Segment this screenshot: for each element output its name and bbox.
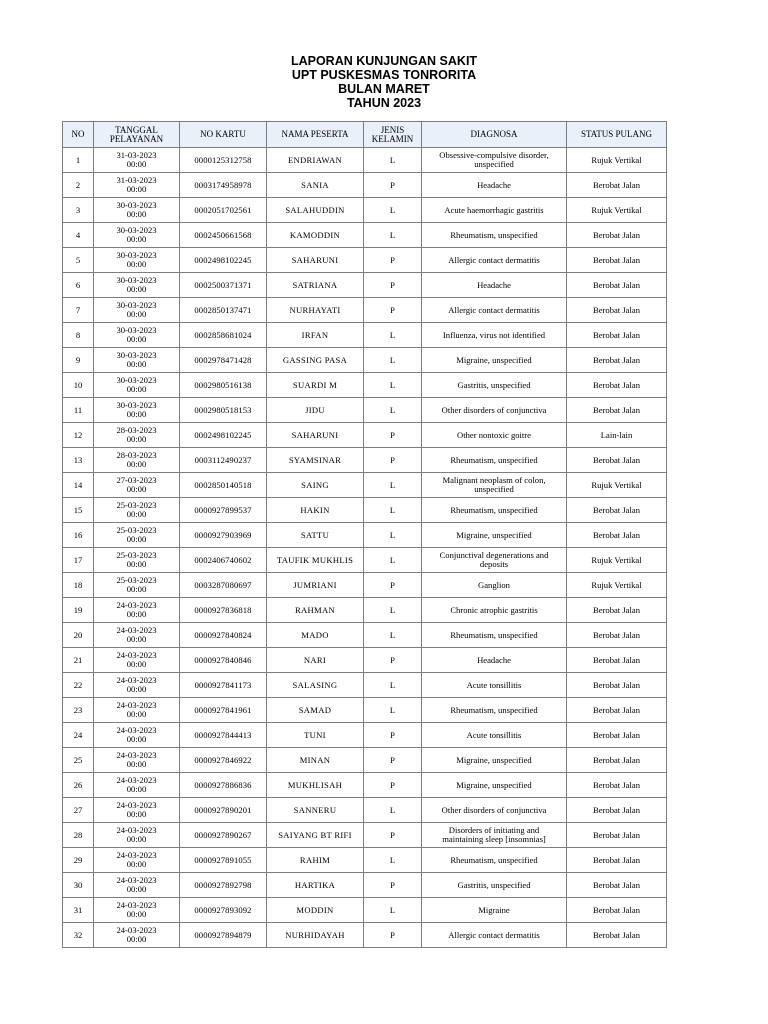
row-jenis-kelamin: P — [364, 248, 422, 273]
row-diagnosa: Rheumatism, unspecified — [422, 848, 567, 873]
row-jenis-kelamin: L — [364, 323, 422, 348]
row-diagnosa: Gastritis, unspecified — [422, 373, 567, 398]
row-tanggal: 30-03-2023 00:00 — [94, 248, 180, 273]
row-jenis-kelamin: L — [364, 548, 422, 573]
table-row — [63, 448, 667, 473]
table-row — [63, 223, 667, 248]
row-nama: TUNI — [267, 723, 364, 748]
row-no: 2 — [63, 173, 94, 198]
row-no: 29 — [63, 848, 94, 873]
row-jenis-kelamin: L — [364, 498, 422, 523]
table-row — [63, 898, 667, 923]
row-tanggal: 24-03-2023 00:00 — [94, 773, 180, 798]
row-tanggal: 24-03-2023 00:00 — [94, 873, 180, 898]
row-no-kartu: 0002980518153 — [180, 398, 267, 423]
table-row — [63, 198, 667, 223]
row-no-kartu: 0000927840824 — [180, 623, 267, 648]
row-tanggal: 24-03-2023 00:00 — [94, 923, 180, 948]
row-jenis-kelamin: L — [364, 148, 422, 173]
table-row — [63, 498, 667, 523]
header-no: NO — [63, 122, 94, 148]
row-nama: JIDU — [267, 398, 364, 423]
row-diagnosa: Headache — [422, 173, 567, 198]
visit-report-table — [62, 121, 667, 948]
row-diagnosa: Rheumatism, unspecified — [422, 498, 567, 523]
row-status: Rujuk Vertikal — [567, 198, 667, 223]
row-no: 7 — [63, 298, 94, 323]
row-status: Berobat Jalan — [567, 223, 667, 248]
row-jenis-kelamin: P — [364, 173, 422, 198]
row-no-kartu: 0002498102245 — [180, 248, 267, 273]
row-nama: SYAMSINAR — [267, 448, 364, 473]
row-status: Berobat Jalan — [567, 923, 667, 948]
row-status: Berobat Jalan — [567, 698, 667, 723]
row-status: Berobat Jalan — [567, 673, 667, 698]
row-tanggal: 27-03-2023 00:00 — [94, 473, 180, 498]
row-no-kartu: 0002980516138 — [180, 373, 267, 398]
row-no: 12 — [63, 423, 94, 448]
header-no-kartu: NO KARTU — [180, 122, 267, 148]
row-nama: SANIA — [267, 173, 364, 198]
row-nama: ENDRIAWAN — [267, 148, 364, 173]
title-line-4: TAHUN 2023 — [346, 96, 422, 110]
table-row — [63, 623, 667, 648]
table-row — [63, 473, 667, 498]
table-row — [63, 148, 667, 173]
row-nama: NARI — [267, 648, 364, 673]
row-jenis-kelamin: P — [364, 273, 422, 298]
table-row — [63, 423, 667, 448]
header-diagnosa: DIAGNOSA — [422, 122, 567, 148]
row-no-kartu: 0003287080697 — [180, 573, 267, 598]
row-no: 28 — [63, 823, 94, 848]
row-jenis-kelamin: P — [364, 873, 422, 898]
row-status: Berobat Jalan — [567, 723, 667, 748]
row-diagnosa: Disorders of initiating and maintaining sleep [insomnias] — [422, 823, 567, 848]
row-status: Berobat Jalan — [567, 773, 667, 798]
row-nama: MINAN — [267, 748, 364, 773]
row-no-kartu: 0002850140518 — [180, 473, 267, 498]
row-no-kartu: 0000927846922 — [180, 748, 267, 773]
row-no: 14 — [63, 473, 94, 498]
row-no: 16 — [63, 523, 94, 548]
table-row — [63, 823, 667, 848]
row-nama: NURHIDAYAH — [267, 923, 364, 948]
row-tanggal: 24-03-2023 00:00 — [94, 598, 180, 623]
row-status: Berobat Jalan — [567, 373, 667, 398]
row-jenis-kelamin: L — [364, 348, 422, 373]
table-row — [63, 923, 667, 948]
row-status: Berobat Jalan — [567, 523, 667, 548]
table-row — [63, 323, 667, 348]
row-nama: MUKHLISAH — [267, 773, 364, 798]
row-no: 22 — [63, 673, 94, 698]
row-no: 5 — [63, 248, 94, 273]
table-row — [63, 848, 667, 873]
row-diagnosa: Rheumatism, unspecified — [422, 223, 567, 248]
row-jenis-kelamin: L — [364, 223, 422, 248]
row-no-kartu: 0002051702561 — [180, 198, 267, 223]
row-tanggal: 25-03-2023 00:00 — [94, 523, 180, 548]
row-status: Berobat Jalan — [567, 273, 667, 298]
row-no: 6 — [63, 273, 94, 298]
table-row — [63, 298, 667, 323]
row-nama: TAUFIK MUKHLIS — [267, 548, 364, 573]
row-jenis-kelamin: L — [364, 398, 422, 423]
row-nama: MADO — [267, 623, 364, 648]
row-diagnosa: Other disorders of conjunctiva — [422, 798, 567, 823]
table-row — [63, 673, 667, 698]
row-jenis-kelamin: L — [364, 673, 422, 698]
row-status: Rujuk Vertikal — [567, 473, 667, 498]
row-status: Berobat Jalan — [567, 848, 667, 873]
row-diagnosa: Migraine, unspecified — [422, 348, 567, 373]
row-nama: MODDIN — [267, 898, 364, 923]
row-no-kartu: 0003112490237 — [180, 448, 267, 473]
row-diagnosa: Allergic contact dermatitis — [422, 248, 567, 273]
row-nama: SAING — [267, 473, 364, 498]
row-diagnosa: Chronic atrophic gastritis — [422, 598, 567, 623]
row-diagnosa: Influenza, virus not identified — [422, 323, 567, 348]
row-diagnosa: Allergic contact dermatitis — [422, 298, 567, 323]
row-no-kartu: 0000927840846 — [180, 648, 267, 673]
row-status: Berobat Jalan — [567, 348, 667, 373]
row-no-kartu: 0002500371371 — [180, 273, 267, 298]
row-no: 30 — [63, 873, 94, 898]
table-row — [63, 748, 667, 773]
row-jenis-kelamin: P — [364, 298, 422, 323]
row-nama: SAIYANG BT RIFI — [267, 823, 364, 848]
row-jenis-kelamin: L — [364, 198, 422, 223]
table-row — [63, 598, 667, 623]
row-no: 24 — [63, 723, 94, 748]
row-tanggal: 25-03-2023 00:00 — [94, 548, 180, 573]
title-line-1: LAPORAN KUNJUNGAN SAKIT — [290, 54, 478, 68]
row-no-kartu: 0002978471428 — [180, 348, 267, 373]
table-row — [63, 573, 667, 598]
row-diagnosa: Migraine, unspecified — [422, 773, 567, 798]
row-nama: NURHAYATI — [267, 298, 364, 323]
row-jenis-kelamin: L — [364, 698, 422, 723]
row-no: 15 — [63, 498, 94, 523]
row-tanggal: 30-03-2023 00:00 — [94, 348, 180, 373]
row-nama: SAHARUNI — [267, 423, 364, 448]
row-tanggal: 30-03-2023 00:00 — [94, 273, 180, 298]
row-no-kartu: 0000927894879 — [180, 923, 267, 948]
row-jenis-kelamin: P — [364, 448, 422, 473]
row-nama: SATRIANA — [267, 273, 364, 298]
title-line-3: BULAN MARET — [338, 82, 430, 96]
row-diagnosa: Rheumatism, unspecified — [422, 448, 567, 473]
row-jenis-kelamin: L — [364, 598, 422, 623]
header-jenis-kelamin: JENIS KELAMIN — [364, 122, 422, 148]
row-no: 26 — [63, 773, 94, 798]
row-diagnosa: Other nontoxic goitre — [422, 423, 567, 448]
row-status: Berobat Jalan — [567, 248, 667, 273]
row-status: Berobat Jalan — [567, 598, 667, 623]
table-row — [63, 873, 667, 898]
row-no: 13 — [63, 448, 94, 473]
row-no: 23 — [63, 698, 94, 723]
row-no-kartu: 0000927893092 — [180, 898, 267, 923]
row-no: 20 — [63, 623, 94, 648]
row-jenis-kelamin: L — [364, 848, 422, 873]
row-diagnosa: Migraine — [422, 898, 567, 923]
row-diagnosa: Acute tonsillitis — [422, 723, 567, 748]
row-tanggal: 30-03-2023 00:00 — [94, 198, 180, 223]
row-nama: SALASING — [267, 673, 364, 698]
row-no-kartu: 0002850137471 — [180, 298, 267, 323]
row-no-kartu: 0002450661568 — [180, 223, 267, 248]
row-no: 1 — [63, 148, 94, 173]
row-tanggal: 24-03-2023 00:00 — [94, 848, 180, 873]
row-nama: GASSING PASA — [267, 348, 364, 373]
row-status: Berobat Jalan — [567, 798, 667, 823]
row-no-kartu: 0000927890267 — [180, 823, 267, 848]
title-line-2: UPT PUSKESMAS TONRORITA — [291, 68, 477, 82]
row-status: Berobat Jalan — [567, 648, 667, 673]
row-diagnosa: Other disorders of conjunctiva — [422, 398, 567, 423]
row-jenis-kelamin: P — [364, 648, 422, 673]
row-no-kartu: 0002858681024 — [180, 323, 267, 348]
row-status: Berobat Jalan — [567, 298, 667, 323]
row-diagnosa: Migraine, unspecified — [422, 523, 567, 548]
table-row — [63, 648, 667, 673]
row-tanggal: 30-03-2023 00:00 — [94, 398, 180, 423]
row-no: 18 — [63, 573, 94, 598]
table-row — [63, 698, 667, 723]
row-tanggal: 30-03-2023 00:00 — [94, 298, 180, 323]
row-status: Berobat Jalan — [567, 323, 667, 348]
row-no-kartu: 0000927903969 — [180, 523, 267, 548]
report-title — [0, 54, 768, 110]
row-nama: SALAHUDDIN — [267, 198, 364, 223]
row-tanggal: 24-03-2023 00:00 — [94, 798, 180, 823]
row-nama: SATTU — [267, 523, 364, 548]
row-tanggal: 28-03-2023 00:00 — [94, 448, 180, 473]
row-tanggal: 24-03-2023 00:00 — [94, 723, 180, 748]
row-no-kartu: 0003174958978 — [180, 173, 267, 198]
row-jenis-kelamin: L — [364, 798, 422, 823]
row-diagnosa: Allergic contact dermatitis — [422, 923, 567, 948]
row-nama: RAHIM — [267, 848, 364, 873]
table-row — [63, 773, 667, 798]
row-status: Berobat Jalan — [567, 823, 667, 848]
row-status: Rujuk Vertikal — [567, 548, 667, 573]
header-nama-peserta: NAMA PESERTA — [267, 122, 364, 148]
header-status-pulang: STATUS PULANG — [567, 122, 667, 148]
row-jenis-kelamin: P — [364, 773, 422, 798]
row-tanggal: 25-03-2023 00:00 — [94, 498, 180, 523]
row-no-kartu: 0000125312758 — [180, 148, 267, 173]
row-nama: JUMRIANI — [267, 573, 364, 598]
row-tanggal: 24-03-2023 00:00 — [94, 698, 180, 723]
row-nama: HAKIN — [267, 498, 364, 523]
row-tanggal: 30-03-2023 00:00 — [94, 223, 180, 248]
table-row — [63, 348, 667, 373]
row-jenis-kelamin: L — [364, 623, 422, 648]
header-tanggal-pelayanan: TANGGAL PELAYANAN — [94, 122, 180, 148]
row-jenis-kelamin: L — [364, 898, 422, 923]
row-diagnosa: Malignant neoplasm of colon, unspecified — [422, 473, 567, 498]
row-diagnosa: Headache — [422, 648, 567, 673]
row-jenis-kelamin: L — [364, 523, 422, 548]
row-diagnosa: Headache — [422, 273, 567, 298]
row-no: 10 — [63, 373, 94, 398]
row-jenis-kelamin: L — [364, 373, 422, 398]
row-diagnosa: Gastritis, unspecified — [422, 873, 567, 898]
row-no: 9 — [63, 348, 94, 373]
row-no: 19 — [63, 598, 94, 623]
row-no-kartu: 0000927890201 — [180, 798, 267, 823]
row-diagnosa: Acute haemorrhagic gastritis — [422, 198, 567, 223]
row-no: 3 — [63, 198, 94, 223]
row-nama: IRFAN — [267, 323, 364, 348]
row-nama: SAHARUNI — [267, 248, 364, 273]
row-nama: RAHMAN — [267, 598, 364, 623]
row-status: Berobat Jalan — [567, 398, 667, 423]
table-row — [63, 248, 667, 273]
row-no: 27 — [63, 798, 94, 823]
row-diagnosa: Obsessive-compulsive disorder, unspecified — [422, 148, 567, 173]
row-nama: SANNERU — [267, 798, 364, 823]
row-no-kartu: 0000927841961 — [180, 698, 267, 723]
row-jenis-kelamin: P — [364, 923, 422, 948]
row-status: Rujuk Vertikal — [567, 148, 667, 173]
row-no: 4 — [63, 223, 94, 248]
table-row — [63, 523, 667, 548]
row-no: 8 — [63, 323, 94, 348]
row-nama: KAMODDIN — [267, 223, 364, 248]
row-jenis-kelamin: P — [364, 723, 422, 748]
row-no-kartu: 0000927886836 — [180, 773, 267, 798]
row-status: Berobat Jalan — [567, 873, 667, 898]
row-status: Berobat Jalan — [567, 173, 667, 198]
row-status: Rujuk Vertikal — [567, 573, 667, 598]
table-row — [63, 398, 667, 423]
row-status: Berobat Jalan — [567, 898, 667, 923]
row-diagnosa: Rheumatism, unspecified — [422, 623, 567, 648]
row-no: 31 — [63, 898, 94, 923]
row-nama: SAMAD — [267, 698, 364, 723]
row-tanggal: 24-03-2023 00:00 — [94, 673, 180, 698]
row-jenis-kelamin: P — [364, 748, 422, 773]
table-row — [63, 723, 667, 748]
row-no: 25 — [63, 748, 94, 773]
table-row — [63, 273, 667, 298]
row-no-kartu: 0000927892798 — [180, 873, 267, 898]
row-diagnosa: Rheumatism, unspecified — [422, 698, 567, 723]
row-tanggal: 31-03-2023 00:00 — [94, 148, 180, 173]
row-no-kartu: 0000927841173 — [180, 673, 267, 698]
row-tanggal: 25-03-2023 00:00 — [94, 573, 180, 598]
row-tanggal: 28-03-2023 00:00 — [94, 423, 180, 448]
row-jenis-kelamin: P — [364, 423, 422, 448]
row-tanggal: 24-03-2023 00:00 — [94, 623, 180, 648]
row-nama: SUARDI M — [267, 373, 364, 398]
row-no-kartu: 0000927844413 — [180, 723, 267, 748]
row-no: 17 — [63, 548, 94, 573]
row-no-kartu: 0000927836818 — [180, 598, 267, 623]
row-status: Berobat Jalan — [567, 498, 667, 523]
table-row — [63, 373, 667, 398]
row-diagnosa: Acute tonsillitis — [422, 673, 567, 698]
row-no: 11 — [63, 398, 94, 423]
row-tanggal: 24-03-2023 00:00 — [94, 823, 180, 848]
row-no: 21 — [63, 648, 94, 673]
row-no: 32 — [63, 923, 94, 948]
row-tanggal: 30-03-2023 00:00 — [94, 373, 180, 398]
row-jenis-kelamin: P — [364, 823, 422, 848]
row-jenis-kelamin: L — [364, 473, 422, 498]
row-no-kartu: 0002498102245 — [180, 423, 267, 448]
row-diagnosa: Ganglion — [422, 573, 567, 598]
row-jenis-kelamin: P — [364, 573, 422, 598]
row-diagnosa: Migraine, unspecified — [422, 748, 567, 773]
table-row — [63, 173, 667, 198]
table-row — [63, 798, 667, 823]
row-diagnosa: Conjunctival degenerations and deposits — [422, 548, 567, 573]
row-tanggal: 24-03-2023 00:00 — [94, 898, 180, 923]
row-tanggal: 31-03-2023 00:00 — [94, 173, 180, 198]
row-no-kartu: 0000927891055 — [180, 848, 267, 873]
table-header-row — [63, 122, 667, 148]
row-status: Lain-lain — [567, 423, 667, 448]
row-nama: HARTIKA — [267, 873, 364, 898]
table-row — [63, 548, 667, 573]
row-no-kartu: 0000927899537 — [180, 498, 267, 523]
row-tanggal: 24-03-2023 00:00 — [94, 648, 180, 673]
row-no-kartu: 0002406740602 — [180, 548, 267, 573]
row-tanggal: 24-03-2023 00:00 — [94, 748, 180, 773]
row-status: Berobat Jalan — [567, 448, 667, 473]
row-status: Berobat Jalan — [567, 748, 667, 773]
row-status: Berobat Jalan — [567, 623, 667, 648]
row-tanggal: 30-03-2023 00:00 — [94, 323, 180, 348]
